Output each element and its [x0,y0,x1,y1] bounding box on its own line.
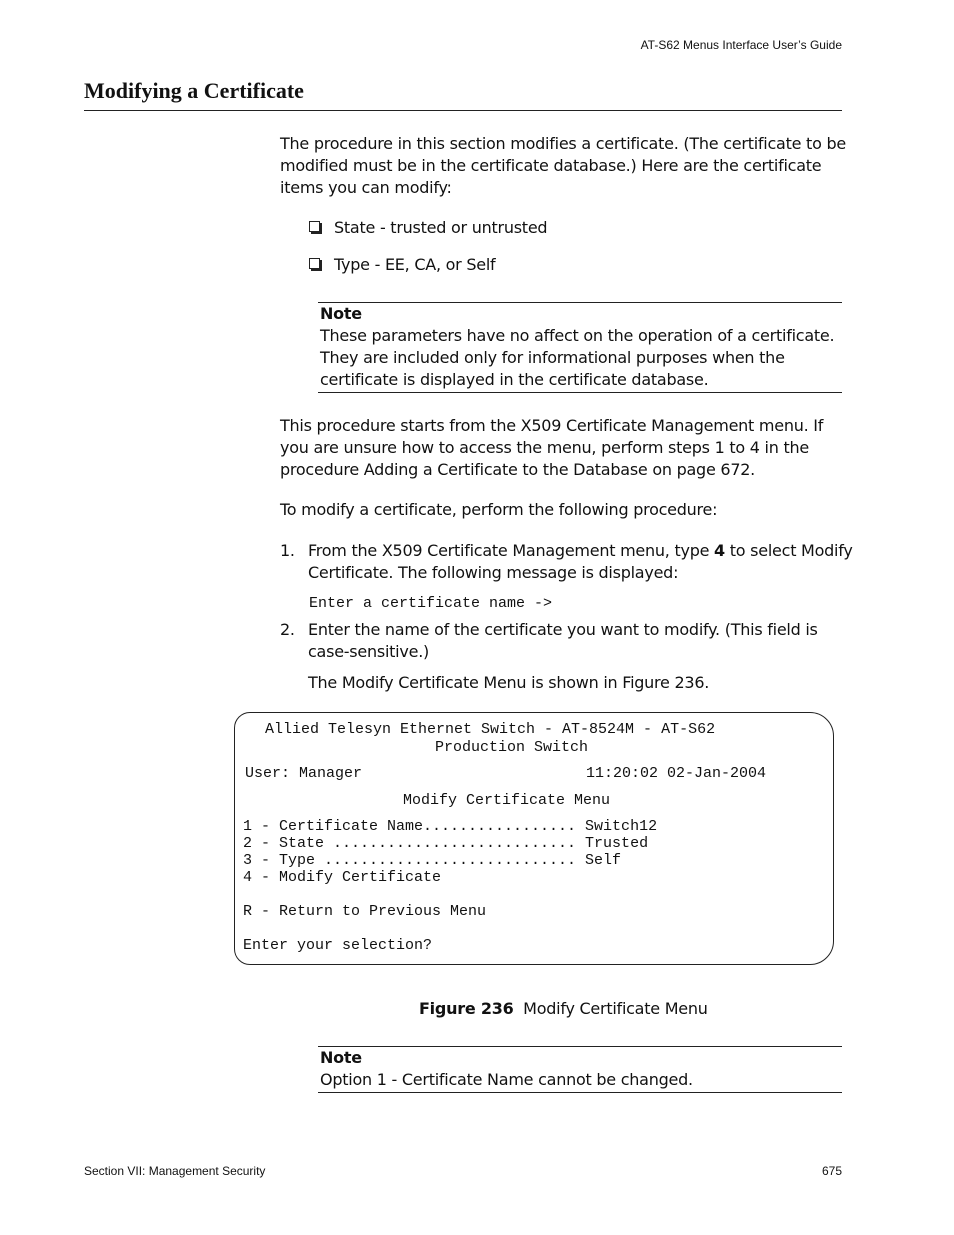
figure-label: Figure 236 [419,999,514,1018]
running-header: AT-S62 Menus Interface User’s Guide [640,38,842,52]
terminal-menu-item: 2 - State ........................... Trusted [243,835,649,852]
figure-reference: The Modify Certificate Menu is shown in Figure 236. [308,673,710,692]
note-line: Option 1 - Certificate Name cannot be changed. [320,1070,693,1089]
step-number: 1. [280,541,295,560]
note-bottom-rule [318,392,842,393]
figure-caption-text: Modify Certificate Menu [523,999,708,1018]
terminal-menu-item: 3 - Type ............................ Self [243,852,622,869]
note-label: Note [320,304,362,323]
paragraph-line: you are unsure how to access the menu, perform steps 1 to 4 in the [280,438,809,457]
procedure-intro: To modify a certificate, perform the following procedure: [280,500,718,519]
paragraph-line: This procedure starts from the X509 Certificate Management menu. If [280,416,824,435]
note-line: They are included only for informational purposes when the [320,348,785,367]
terminal-title: Allied Telesyn Ethernet Switch - AT-8524M - AT-S62 [265,721,716,738]
note-box [320,303,834,391]
note-bottom-rule [318,1092,842,1093]
step-text: From the X509 Certificate Management menu, type [308,541,715,560]
terminal-screen [234,712,834,965]
figure-caption [419,998,708,1020]
code-prompt: Enter a certificate name -> [309,595,553,612]
step-number: 2. [280,620,295,639]
intro-line: items you can modify: [280,178,452,197]
bullet-text: Type - EE, CA, or Self [334,255,496,274]
step-1 [308,540,853,584]
terminal-subtitle: Production Switch [435,739,589,756]
list-item [309,217,547,239]
note-box [320,1047,693,1091]
step-text: to select Modify [724,541,853,560]
list-item [309,254,495,276]
checkbox-bullet-icon [309,221,320,232]
step-text: Enter the name of the certificate you want to modify. (This field is [308,620,818,639]
intro-line: modified must be in the certificate database.) Here are the certificate [280,156,822,175]
note-line: These parameters have no affect on the operation of a certificate. [320,326,835,345]
terminal-return-item: R - Return to Previous Menu [243,903,487,920]
step-2 [308,619,818,663]
step-text: case-sensitive.) [308,642,430,661]
intro-line: The procedure in this section modifies a certificate. (The certificate to be [280,134,846,153]
terminal-menu-item: 1 - Certificate Name................. Switch12 [243,818,658,835]
note-line: certificate is displayed in the certificate database. [320,370,709,389]
checkbox-bullet-icon [309,258,320,269]
title-rule [84,110,842,111]
bullet-text: State - trusted or untrusted [334,218,548,237]
footer-section: Section VII: Management Security [84,1164,266,1178]
terminal-menu-item: 4 - Modify Certificate [243,869,442,886]
terminal-user: User: Manager [245,765,363,782]
section-title: Modifying a Certificate [84,78,304,103]
step-text: Certificate. The following message is displayed: [308,563,679,582]
page-number: 675 [821,1164,842,1178]
terminal-menu-title: Modify Certificate Menu [403,792,611,809]
terminal-prompt: Enter your selection? [243,937,433,954]
terminal-datetime: 11:20:02 02-Jan-2004 [586,765,767,782]
note-label: Note [320,1048,362,1067]
paragraph-line: procedure Adding a Certificate to the Database on page 672. [280,460,756,479]
intro-paragraph [280,133,846,199]
procedure-paragraph [280,415,823,481]
step-key: 4 [714,541,725,560]
